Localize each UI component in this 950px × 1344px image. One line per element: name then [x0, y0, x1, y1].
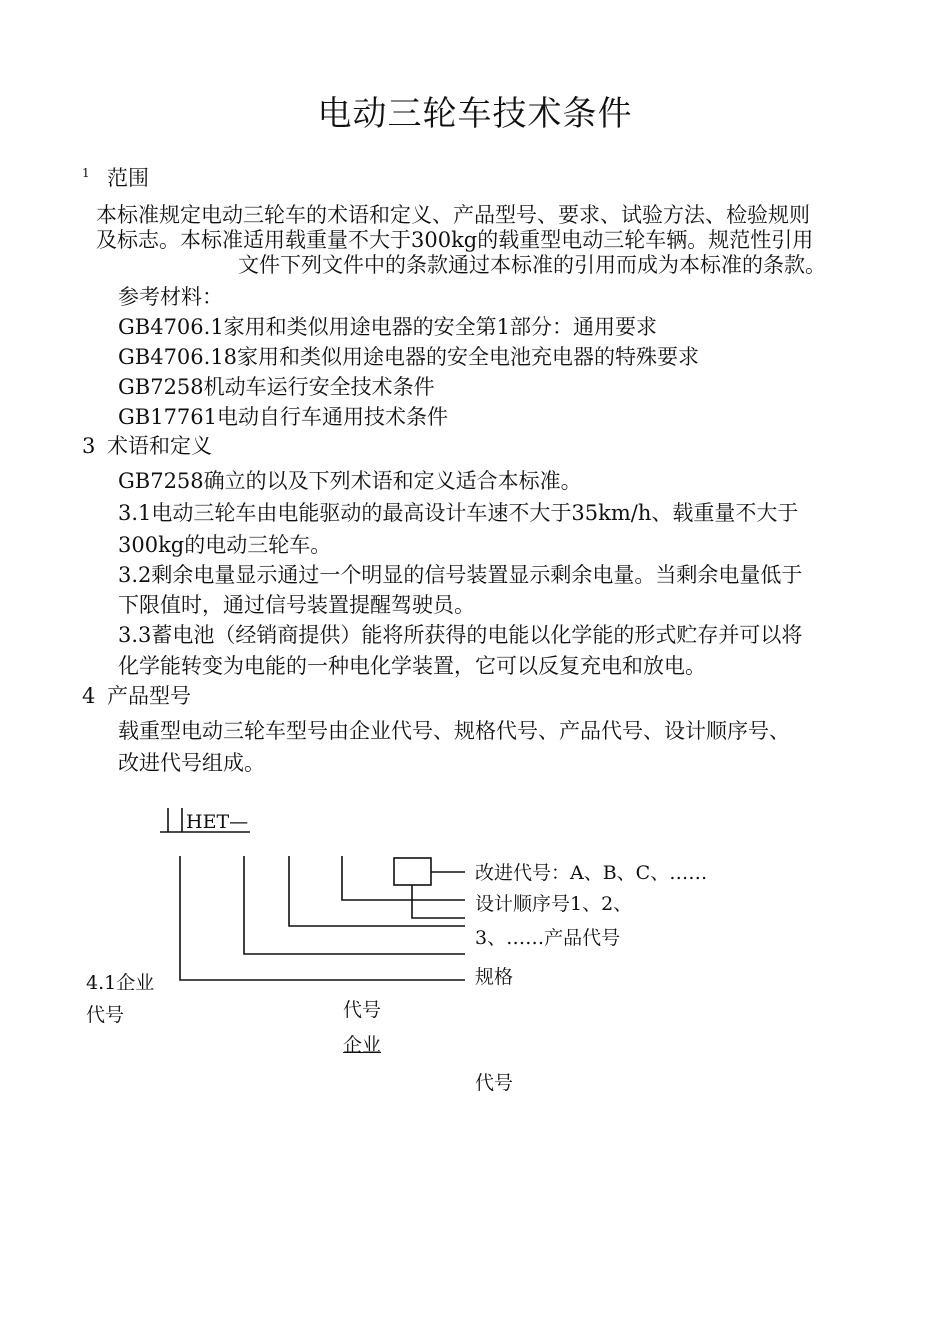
section-4-number: 4 [82, 684, 96, 708]
definition-3-1-line-1: 3.1电动三轮车由电能驱动的最高设计车速不大于35km/h、载重量不大于 [118, 501, 799, 525]
section-1-paragraph-line-1: 本标准规定电动三轮车的术语和定义、产品型号、要求、试验方法、检验规则 [96, 203, 810, 227]
definition-3-2-line-2: 下限值时，通过信号装置提醒驾驶员。 [118, 593, 475, 617]
reference-item: GB4706.1家用和类似用途电器的安全第1部分：通用要求 [118, 315, 658, 339]
label-product-code: 3、……产品代号 [475, 927, 621, 949]
branch-spec-line [244, 856, 465, 954]
branch-design-line [342, 856, 465, 900]
section-1-heading: 范围 [107, 166, 149, 190]
label-code-b: 代号 [475, 1072, 514, 1094]
label-enterprise-code-line-1: 4.1企业 [86, 972, 155, 994]
branch-improve-line [412, 885, 465, 918]
references-label: 参考材料： [118, 285, 223, 309]
section-3-heading: 术语和定义 [107, 434, 212, 458]
reference-item: GB7258机动车运行安全技术条件 [118, 375, 435, 399]
section-3-number: 3 [82, 434, 96, 458]
model-code-prefix: HET— [186, 811, 249, 833]
document-title: 电动三轮车技术条件 [317, 94, 633, 134]
branch-product-line [289, 856, 465, 926]
reference-item: GB4706.18家用和类似用途电器的安全电池充电器的特殊要求 [118, 345, 700, 369]
section-4-paragraph-line-1: 载重型电动三轮车型号由企业代号、规格代号、产品代号、设计顺序号、 [118, 719, 790, 743]
label-code-a: 代号 [343, 999, 382, 1021]
definition-3-3-line-1: 3.3蓄电池（经销商提供）能将所获得的电能以化学能的形式贮存并可以将 [118, 623, 803, 647]
section-3-intro: GB7258确立的以及下列术语和定义适合本标准。 [118, 469, 582, 493]
definition-3-3-line-2: 化学能转变为电能的一种电化学装置，它可以反复充电和放电。 [118, 654, 706, 678]
definition-3-1-line-2: 300kg的电动三轮车。 [118, 533, 332, 557]
section-1-paragraph-line-2: 及标志。本标准适用载重量不大于300kg的载重型电动三轮车辆。规范性引用 [96, 228, 814, 252]
label-enterprise-code-line-2: 代号 [86, 1004, 125, 1026]
section-4-heading: 产品型号 [107, 684, 191, 708]
section-1-number: 1 [82, 166, 90, 180]
improvement-code-box [394, 858, 431, 885]
label-spec: 规格 [475, 966, 514, 988]
section-1-paragraph-line-3: 文件下列文件中的条款通过本标准的引用而成为本标准的条款。 [238, 253, 826, 277]
label-design-sequence: 设计顺序号1、2、 [475, 893, 633, 915]
label-improvement-code: 改进代号：A、B、C、…… [475, 862, 708, 884]
section-4-paragraph-line-2: 改进代号组成。 [118, 751, 265, 775]
label-enterprise: 企业 [343, 1034, 382, 1056]
reference-item: GB17761电动自行车通用技术条件 [118, 405, 449, 429]
definition-3-2-line-1: 3.2剩余电量显示通过一个明显的信号装置显示剩余电量。当剩余电量低于 [118, 563, 803, 587]
